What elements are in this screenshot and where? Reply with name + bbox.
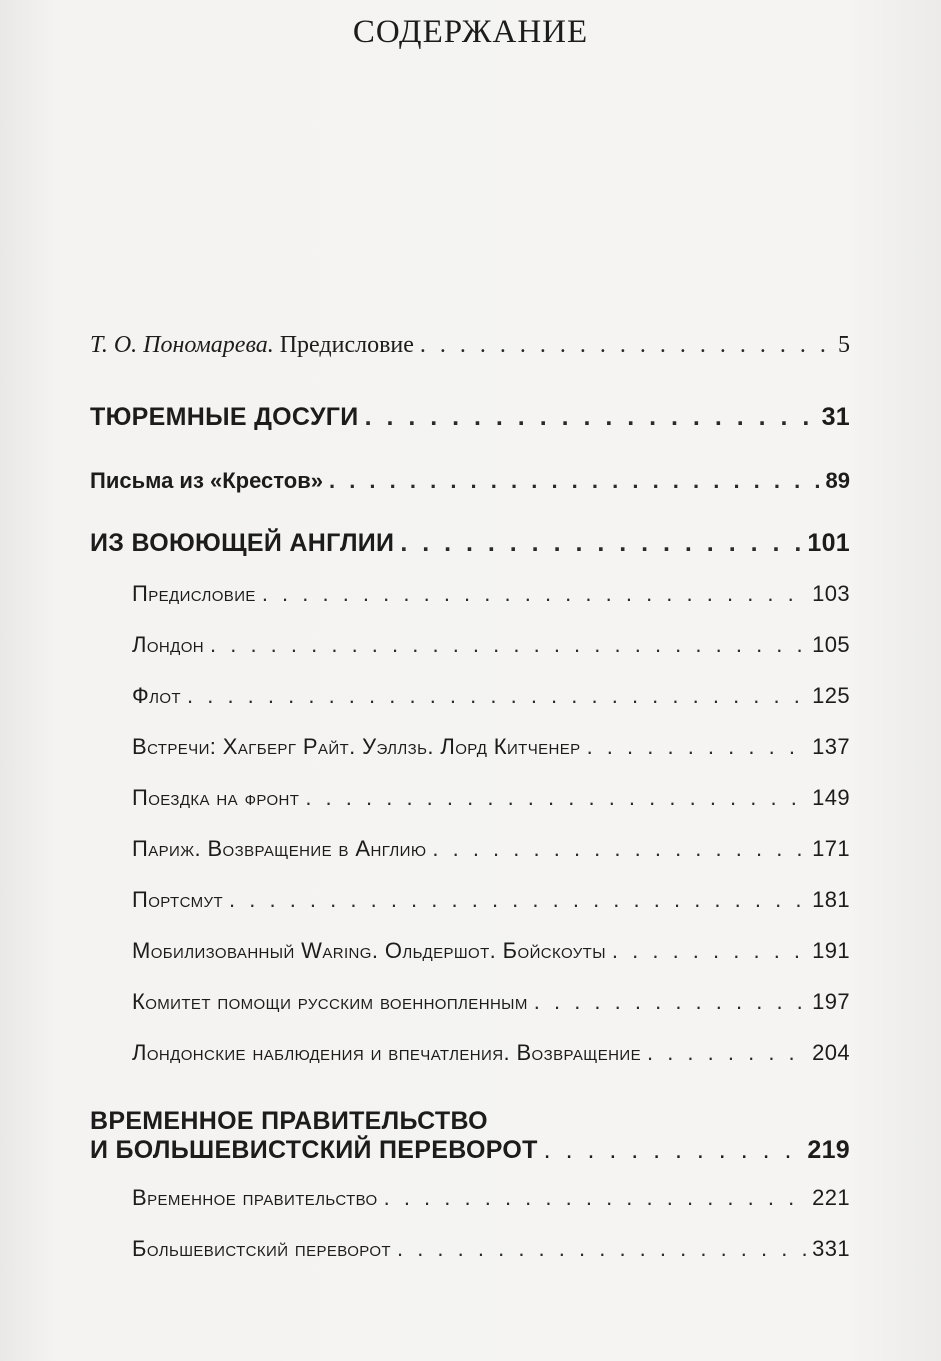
toc-entry-label: Париж. Возвращение в Англию bbox=[132, 836, 427, 861]
toc-entry-letters-kresty[interactable] bbox=[90, 468, 850, 494]
toc-entry-label: Лондон bbox=[132, 632, 204, 657]
toc-page-number: 101 bbox=[807, 529, 850, 557]
toc-entry-label: Лондонские наблюдения и впечатления. Возвращение bbox=[132, 1040, 641, 1065]
toc-author: Т. О. Пономарева. bbox=[90, 332, 274, 358]
dot-leader bbox=[262, 581, 806, 607]
toc-entry-london-observations[interactable] bbox=[132, 1040, 850, 1066]
dot-leader bbox=[229, 887, 806, 913]
toc-entry-label: Большевистский переворот bbox=[132, 1236, 391, 1261]
toc-page-number: 221 bbox=[812, 1185, 850, 1210]
toc-page-number: 191 bbox=[812, 938, 850, 963]
dot-leader bbox=[420, 332, 832, 359]
toc-page-number: 137 bbox=[812, 734, 850, 759]
toc-entry-label-line1: ВРЕМЕННОЕ ПРАВИТЕЛЬСТВО bbox=[90, 1107, 488, 1135]
toc-entry-preface[interactable] bbox=[132, 581, 850, 607]
toc-entry-prison-leisure[interactable] bbox=[90, 403, 850, 432]
toc-page-number: 89 bbox=[825, 468, 850, 493]
toc-entry-label: Комитет помощи русским военнопленным bbox=[132, 989, 528, 1014]
toc-entry-fleet[interactable] bbox=[132, 683, 850, 709]
toc-page-number: 171 bbox=[812, 836, 850, 861]
toc-entry-meetings[interactable] bbox=[132, 734, 850, 760]
toc-page-number: 219 bbox=[807, 1136, 850, 1164]
dot-leader bbox=[210, 632, 806, 658]
toc-entry-label: Предисловие bbox=[279, 332, 414, 358]
toc-page-number: 5 bbox=[838, 332, 850, 358]
toc-entry-pow-committee[interactable] bbox=[132, 989, 850, 1015]
toc-entry-label: Временное правительство bbox=[132, 1185, 378, 1210]
toc-entry-provisional-government-section[interactable] bbox=[90, 1107, 850, 1165]
toc-page-number: 105 bbox=[812, 632, 850, 657]
dot-leader bbox=[305, 785, 806, 811]
dot-leader bbox=[329, 468, 820, 494]
toc-entry-label: ТЮРЕМНЫЕ ДОСУГИ bbox=[90, 403, 359, 431]
toc-entry-label: Поездка на фронт bbox=[132, 785, 300, 810]
toc-entry-mobilized-waring[interactable] bbox=[132, 938, 850, 964]
dot-leader bbox=[587, 734, 807, 760]
dot-leader bbox=[397, 1236, 806, 1262]
toc-entry-foreword[interactable] bbox=[90, 332, 850, 359]
toc-page-number: 204 bbox=[812, 1040, 850, 1065]
toc-page-number: 149 bbox=[812, 785, 850, 810]
dot-leader bbox=[534, 989, 806, 1015]
dot-leader bbox=[612, 938, 806, 964]
toc-page-number: 31 bbox=[821, 403, 850, 431]
dot-leader bbox=[187, 683, 806, 709]
toc-page-number: 125 bbox=[812, 683, 850, 708]
dot-leader bbox=[544, 1136, 802, 1165]
toc-page-number: 197 bbox=[812, 989, 850, 1014]
toc-entry-bolshevik-coup[interactable] bbox=[132, 1236, 850, 1262]
toc-entry-label: Портсмут bbox=[132, 887, 224, 912]
dot-leader bbox=[365, 403, 816, 432]
toc-entry-london[interactable] bbox=[132, 632, 850, 658]
toc-entry-label: Встречи: Хагберг Райт. Уэллзь. Лорд Китченер bbox=[132, 734, 581, 759]
dot-leader bbox=[384, 1185, 806, 1211]
page-title: СОДЕРЖАНИЕ bbox=[352, 14, 589, 50]
toc-entry-label-line2: И БОЛЬШЕВИСТСКИЙ ПЕРЕВОРОТ bbox=[90, 1136, 538, 1164]
toc-entry-paris[interactable] bbox=[132, 836, 850, 862]
toc-entry-label: ИЗ ВОЮЮЩЕЙ АНГЛИИ bbox=[90, 529, 395, 557]
toc-page-number: 103 bbox=[812, 581, 850, 606]
toc-entry-label: Предисловие bbox=[132, 581, 256, 606]
dot-leader bbox=[400, 529, 801, 558]
toc-entry-label: Мобилизованный Waring. Ольдершот. Бойскоуты bbox=[132, 938, 606, 963]
toc-entry-provisional-government[interactable] bbox=[132, 1185, 850, 1211]
toc-entry-trip-to-front[interactable] bbox=[132, 785, 850, 811]
toc-entry-label: Флот bbox=[132, 683, 181, 708]
toc-page-number: 331 bbox=[812, 1236, 850, 1261]
dot-leader bbox=[647, 1040, 806, 1066]
toc-entry-portsmouth[interactable] bbox=[132, 887, 850, 913]
dot-leader bbox=[432, 836, 806, 862]
toc-entry-label: Письма из «Крестов» bbox=[90, 468, 323, 493]
toc-entry-warring-england[interactable] bbox=[90, 529, 850, 558]
toc-page-number: 181 bbox=[812, 887, 850, 912]
